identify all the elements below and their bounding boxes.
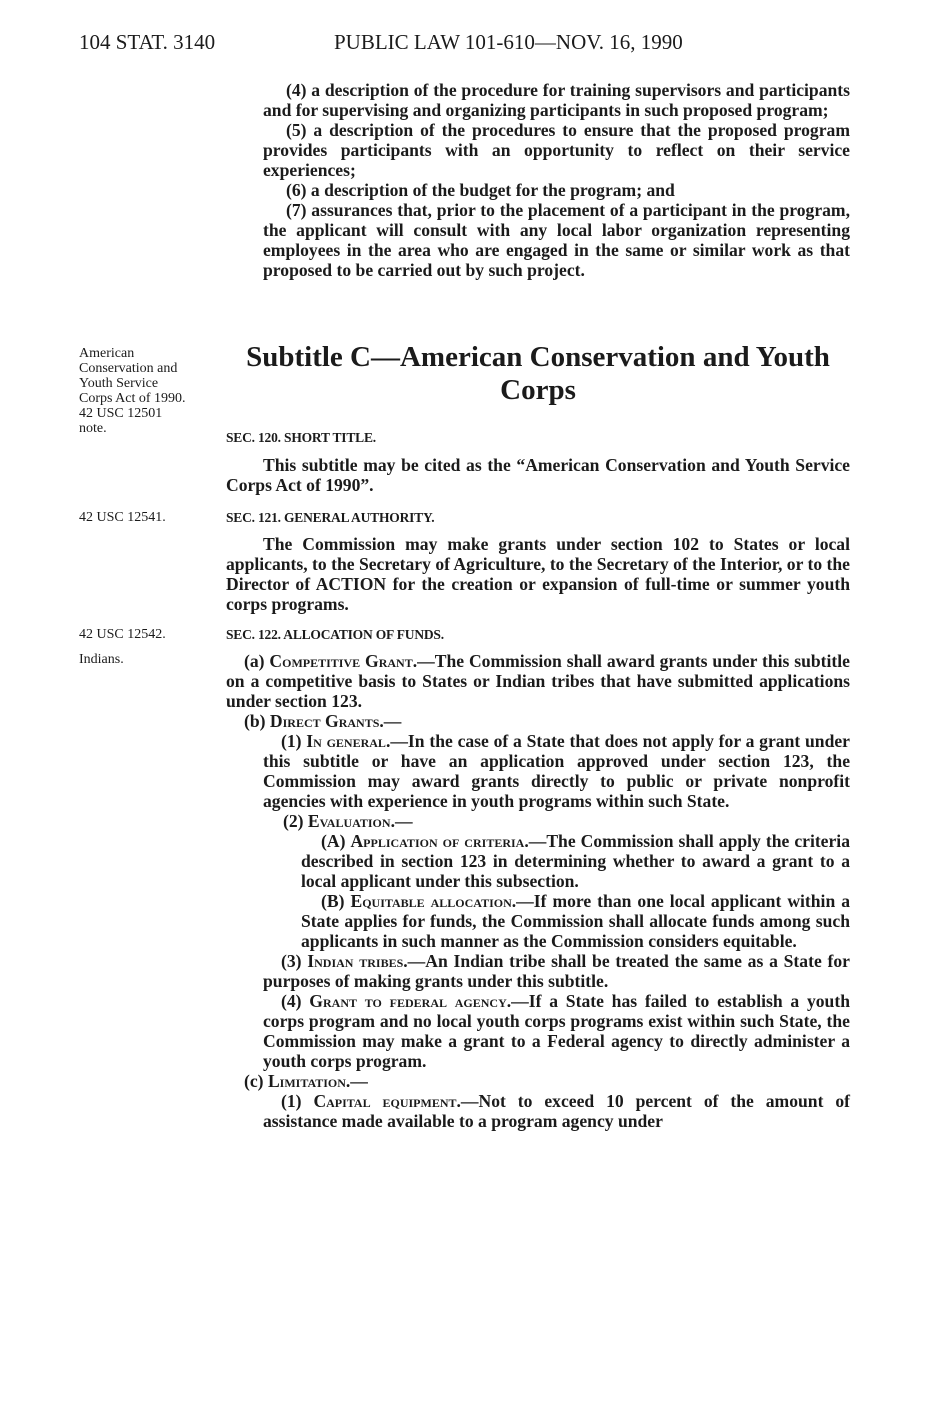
section-122-heading: SEC. 122. ALLOCATION OF FUNDS. bbox=[226, 627, 444, 642]
section-121-heading: SEC. 121. GENERAL AUTHORITY. bbox=[226, 510, 435, 525]
subsection-a-heading: Competitive Grant bbox=[269, 651, 413, 671]
paragraph-b4-heading: Grant to federal agency bbox=[309, 991, 507, 1011]
margin-note-indians: Indians. bbox=[79, 652, 124, 667]
paragraph-b3-heading: Indian tribes bbox=[307, 951, 404, 971]
paragraph-c1-heading: Capital equipment bbox=[313, 1091, 457, 1111]
margin-note-sec121: 42 USC 12541. bbox=[79, 510, 166, 525]
section-120-heading: SEC. 120. SHORT TITLE. bbox=[226, 430, 376, 445]
top-paragraphs bbox=[263, 80, 850, 280]
paragraph-b1: (1) In general.—In the case of a State that does not apply for a grant under this subtitle or have an application approved under section 123, the Commission may award grants directly to public or private nonprofit agencies with experience in youth programs within such State. bbox=[263, 731, 850, 811]
paragraph-4: (4) a description of the procedure for training supervisors and participants and for supervising and organizing participants in such proposed program; bbox=[263, 80, 850, 120]
margin-note-act-cite: 42 USC 12501 note. bbox=[79, 406, 163, 436]
paragraph-7: (7) assurances that, prior to the placement of a participant in the program, the applicant will consult with any local labor organization representing employees in the area who are engaged in the same or similar work as that proposed to be carried out by such project. bbox=[263, 200, 850, 280]
subtitle-heading: Subtitle C—American Conservation and Youth Corps bbox=[246, 341, 830, 406]
paragraph-b2: (2) Evaluation.— bbox=[283, 811, 413, 831]
margin-note-act bbox=[79, 346, 189, 436]
statute-page-number: 104 STAT. 3140 bbox=[79, 30, 216, 54]
subparagraph-b2a-heading: Application of criteria bbox=[350, 831, 525, 851]
section-121-text: The Commission may make grants under section 102 to States or local applicants, to the Secretary of Agriculture, to the Secretary of the Interior, or to the Director of ACTION for the creation or expansion of full-time or summer youth corps programs. bbox=[226, 534, 850, 614]
margin-note-act-name: American Conservation and Youth Service Corps Act of 1990. bbox=[79, 346, 186, 406]
paragraph-b1-heading: In general bbox=[306, 731, 386, 751]
subparagraph-b2b: (B) Equitable allocation.—If more than one local applicant within a State applies for funds, the Commission shall allocate funds among such applicants in such manner as the Commission considers equitable. bbox=[301, 891, 851, 951]
paragraph-b2-heading: Evaluation bbox=[307, 811, 391, 831]
margin-note-sec122: 42 USC 12542. bbox=[79, 627, 166, 642]
section-120-text: This subtitle may be cited as the “American Conservation and Youth Service Corps Act of 1990”. bbox=[226, 455, 850, 495]
subsection-a: (a) Competitive Grant.—The Commission shall award grants under this subtitle on a competitive basis to States or Indian tribes that have submitted applications under section 123. bbox=[226, 651, 850, 711]
paragraph-5: (5) a description of the procedures to ensure that the proposed program provides participants with an opportunity to reflect on their service experiences; bbox=[263, 120, 850, 180]
section-122-body bbox=[226, 651, 850, 1131]
page-header bbox=[0, 30, 943, 60]
paragraph-6: (6) a description of the budget for the program; and bbox=[286, 180, 675, 200]
paragraph-b4: (4) Grant to federal agency.—If a State has failed to establish a youth corps program and no local youth corps programs exist within such State, the Commission may make a grant to a Federal agency to directly administer a youth corps program. bbox=[263, 991, 850, 1071]
subsection-c-heading: Limitation bbox=[267, 1071, 346, 1091]
subparagraph-b2b-heading: Equitable allocation bbox=[350, 891, 512, 911]
subsection-c: (c) Limitation.— bbox=[244, 1071, 368, 1091]
paragraph-b3: (3) Indian tribes.—An Indian tribe shall be treated the same as a State for purposes of making grants under this subtitle. bbox=[263, 951, 850, 991]
subparagraph-b2a: (A) Application of criteria.—The Commission shall apply the criteria described in section 123 in determining whether to award a grant to a local applicant under this subsection. bbox=[301, 831, 850, 891]
paragraph-c1: (1) Capital equipment.—Not to exceed 10 percent of the amount of assistance made available to a program agency under bbox=[263, 1091, 850, 1131]
subsection-b-heading: Direct Grants bbox=[269, 711, 380, 731]
public-law-title: PUBLIC LAW 101-610—NOV. 16, 1990 bbox=[334, 30, 683, 54]
subsection-b: (b) Direct Grants.— bbox=[244, 711, 402, 731]
